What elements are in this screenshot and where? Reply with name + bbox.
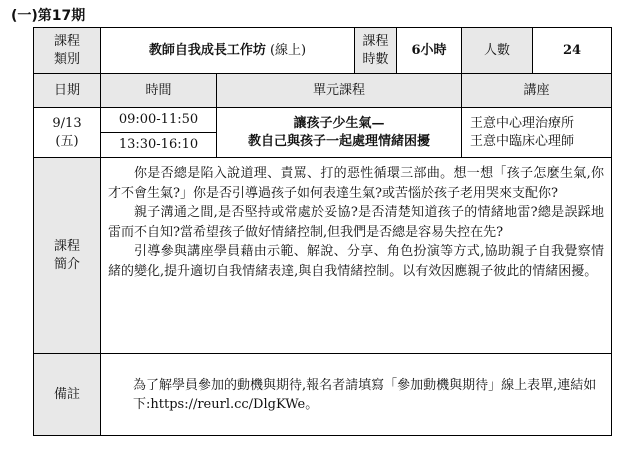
description-paragraph: 你是否總是陷入說道理、責罵、打的惡性循環三部曲。想一想「孩子怎麼生氣,你才不會生氣?」你是否引導過孩子如何表達生氣?或苦惱於孩子老用哭來支配你? <box>108 166 605 201</box>
hours-value: 6小時 <box>397 28 462 74</box>
session-title-line2: 教自己與孩子一起處理情緒困擾 <box>248 133 431 149</box>
course-table <box>33 27 612 436</box>
session-weekday: (五) <box>55 133 79 149</box>
session-lecturer-cell <box>462 108 612 158</box>
remarks-label: 備註 <box>34 354 101 436</box>
session-time-morning: 09:00-11:50 <box>101 108 216 133</box>
column-header-date: 日期 <box>34 74 101 108</box>
remarks-text: 為了解學員參加的動機與期待,報名者請填寫「參加動機與期待」線上表單,連結如下:https://reurl.cc/DlgKWe。 <box>133 377 597 412</box>
hours-label: 課程時數 <box>355 28 397 74</box>
page-heading: (一)第17期 <box>11 8 86 24</box>
header-row <box>34 28 612 74</box>
session-time-afternoon: 13:30-16:10 <box>118 137 199 152</box>
remarks-body <box>101 354 612 436</box>
category-mode: (線上) <box>269 42 307 58</box>
count-value: 24 <box>533 28 612 74</box>
category-value-cell <box>101 28 355 74</box>
column-header-time: 時間 <box>101 74 217 108</box>
session-time-cell <box>101 108 217 158</box>
category-value: 教師自我成長工作坊 <box>148 42 266 58</box>
column-header-unit: 單元課程 <box>217 74 462 108</box>
count-label: 人數 <box>462 28 533 74</box>
category-label: 課程類別 <box>34 28 101 74</box>
session-date-cell <box>34 108 101 158</box>
description-row <box>34 158 612 354</box>
description-paragraph: 親子溝通之間,是否堅持或常處於妥協?是否清楚知道孩子的情緒地雷?總是誤踩地雷而不自知?當希望孩子做好情緒控制,但我們是否總是容易失控在先? <box>108 205 605 240</box>
description-body <box>101 158 612 354</box>
description-paragraph: 引導參與講座學員藉由示範、解說、分享、角色扮演等方式,協助親子自我覺察情緒的變化,提升適切自我情緒表達,與自我情緒控制。以有效因應親子彼此的情緒困擾。 <box>108 244 605 279</box>
session-lecturer-line2: 王意中臨床心理師 <box>470 133 575 149</box>
session-title-line1: 讓孩子少生氣— <box>293 115 385 131</box>
description-label: 課程簡介 <box>34 158 101 354</box>
column-header-row <box>34 74 612 108</box>
column-header-lecturer: 講座 <box>462 74 612 108</box>
session-title-cell <box>217 108 462 158</box>
session-lecturer-line1: 王意中心理治療所 <box>470 115 575 131</box>
remarks-row <box>34 354 612 436</box>
session-date: 9/13 <box>52 115 82 131</box>
session-row <box>34 108 612 158</box>
